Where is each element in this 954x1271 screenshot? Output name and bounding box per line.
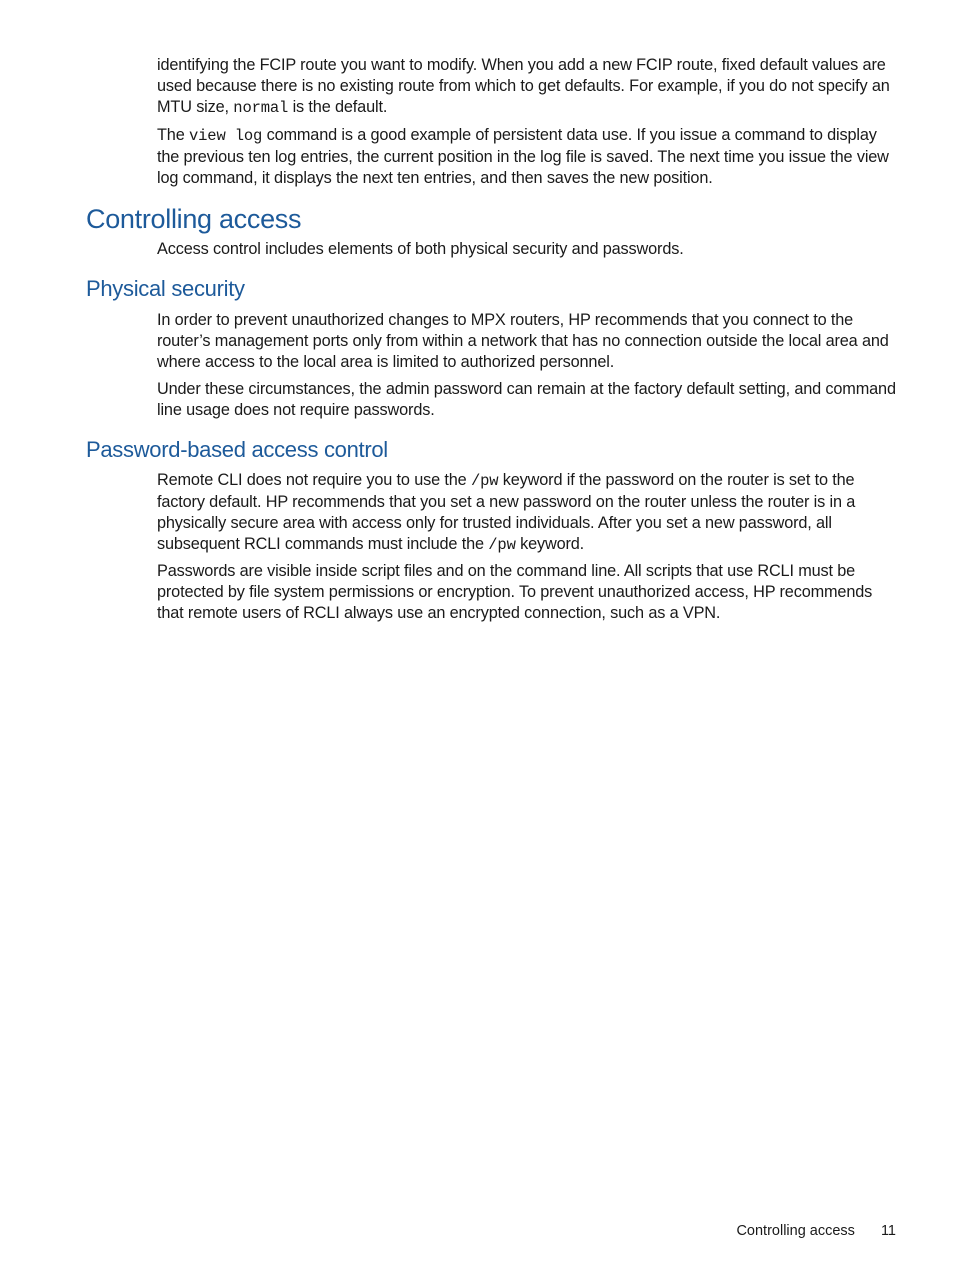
heading-controlling-access: Controlling access — [86, 204, 302, 234]
intro-p1-text-b: is the default. — [288, 97, 388, 116]
intro-p2-code: view log — [188, 127, 263, 145]
intro-block-2 — [157, 125, 899, 189]
password-p1-text-b: keyword if the password on the router is set to the factory default. HP recommends that you set a new password on the router unless the router is in a physically secure area with access only for trusted individuals. After you set a new password, all subsequent RCLI commands must include the — [157, 471, 856, 553]
intro-p2-text-a: The — [157, 126, 189, 144]
password-access-block-1 — [157, 470, 899, 556]
password-access-paragraph-1 — [157, 470, 899, 556]
password-access-block-2 — [157, 561, 899, 624]
heading-physical-security: Physical security — [86, 276, 245, 301]
intro-p1-code: normal — [233, 98, 289, 117]
password-access-paragraph-2: Passwords are visible inside script files and on the command line. All scripts that use RCLI must be protected by file system permissions or encryption. To prevent unauthorized access, HP recommends that remote users of RCLI always use an encrypted connection, such as a VPN. — [157, 562, 873, 622]
footer-section-title: Controlling access — [736, 1223, 855, 1239]
password-p1-code-1: /pw — [470, 472, 499, 490]
intro-block — [157, 55, 899, 119]
page-number: 11 — [880, 1223, 896, 1239]
physical-security-block-1 — [157, 310, 899, 373]
physical-security-paragraph-2: Under these circumstances, the admin password can remain at the factory default setting, and command line usage does not require passwords. — [157, 380, 896, 419]
password-p1-text-c: keyword. — [515, 534, 585, 553]
physical-security-paragraph-1: In order to prevent unauthorized changes to MPX routers, HP recommends that you connect to the router’s management ports only from within a network that has no connection outside the local area and where access to the local area is limited to authorized personnel. — [157, 311, 889, 371]
intro-p2-text-b: command is a good example of persistent data use. If you issue a command to display the previous ten log entries, the current position in the log file is saved. The next time you issue the view log command, it displays the next ten entries, and then saves the new position. — [157, 126, 889, 187]
intro-paragraph-2 — [157, 125, 899, 189]
intro-p1-text-a: identifying the FCIP route you want to modify. When you add a new FCIP route, fixed default values are used because there is no existing route from which to get defaults. For example, if you do not specify an MTU size, — [157, 56, 890, 116]
page-footer — [736, 1222, 896, 1240]
physical-security-block-2 — [157, 379, 899, 421]
intro-paragraph-1 — [157, 55, 899, 119]
controlling-access-block — [157, 239, 899, 260]
controlling-access-paragraph: Access control includes elements of both physical security and passwords. — [157, 240, 684, 258]
heading-password-access-control: Password-based access control — [86, 437, 388, 462]
password-p1-text-a: Remote CLI does not require you to use the — [157, 471, 471, 489]
password-p1-code-2: /pw — [488, 535, 516, 554]
